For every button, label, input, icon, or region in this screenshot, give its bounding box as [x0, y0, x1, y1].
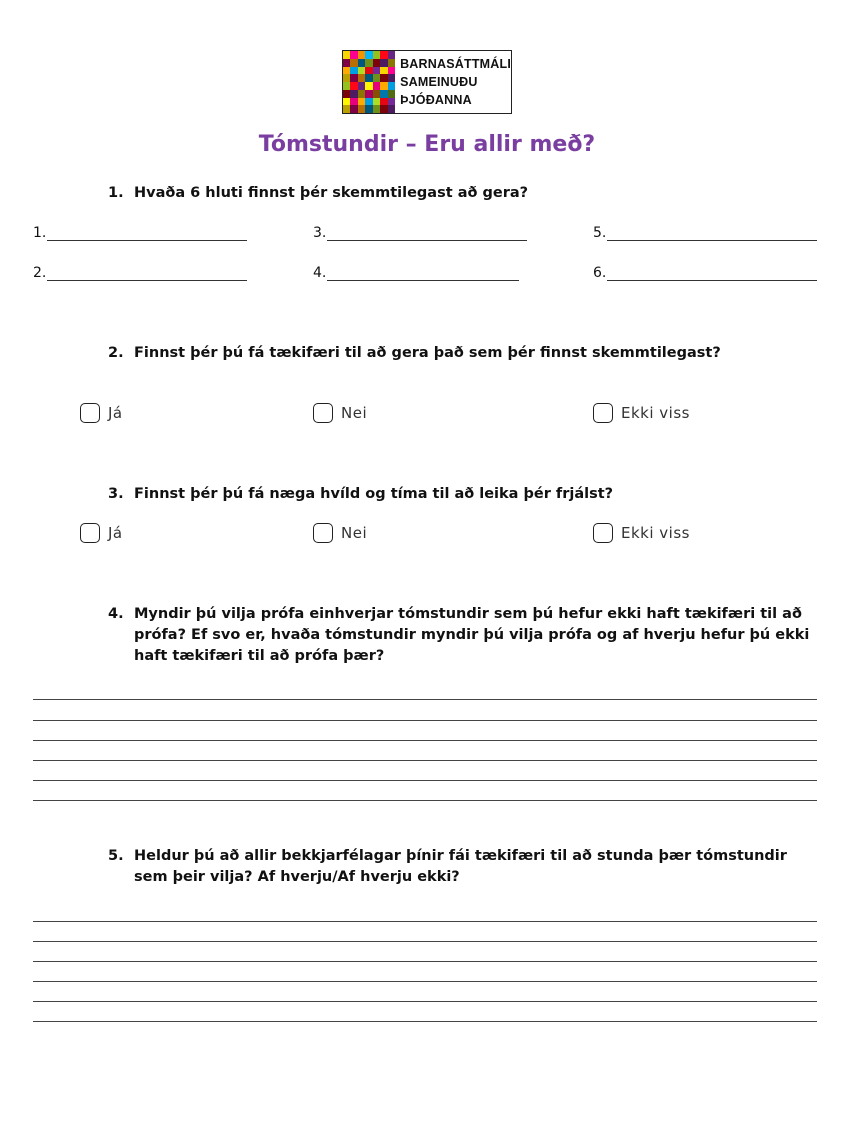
q3-option-yes[interactable] [80, 523, 123, 543]
q3-option-no[interactable] [313, 523, 367, 543]
question-5-number: 5. [108, 848, 124, 864]
answer-line[interactable] [33, 720, 817, 721]
logo-tile [350, 98, 357, 106]
logo-tile [388, 105, 395, 113]
logo-tile [343, 67, 350, 75]
logo-tile [365, 82, 372, 90]
answer-blank-4[interactable] [313, 265, 519, 281]
answer-line[interactable] [33, 760, 817, 761]
logo-tile [365, 90, 372, 98]
blank-label-5: 5. [593, 225, 607, 241]
logo [342, 50, 512, 114]
option-label: Ekki viss [621, 524, 690, 542]
logo-tile [350, 82, 357, 90]
option-label: Já [108, 524, 123, 542]
answer-blank-1[interactable] [33, 225, 247, 241]
logo-text [395, 51, 511, 113]
question-1 [108, 183, 820, 204]
logo-tile [388, 82, 395, 90]
logo-tile [373, 67, 380, 75]
logo-tile [343, 105, 350, 113]
question-5 [108, 846, 820, 888]
logo-tile [358, 90, 365, 98]
logo-tile [358, 105, 365, 113]
logo-tile [380, 90, 387, 98]
blank-label-2: 2. [33, 265, 47, 281]
question-3-number: 3. [108, 486, 124, 502]
logo-tile [350, 90, 357, 98]
logo-tile [365, 105, 372, 113]
question-3-text: Finnst þér þú fá næga hvíld og tíma til að leika þér frjálst? [134, 486, 614, 502]
checkbox[interactable] [593, 403, 613, 423]
logo-tile [343, 82, 350, 90]
logo-tile [380, 51, 387, 59]
answer-line[interactable] [33, 780, 817, 781]
page-title: Tómstundir – Eru allir með? [258, 132, 596, 157]
logo-tile [380, 82, 387, 90]
logo-line-3: ÞJÓÐANNA [400, 93, 472, 107]
answer-line[interactable] [33, 941, 817, 942]
logo-tile [343, 51, 350, 59]
logo-tile [373, 82, 380, 90]
logo-tile [365, 59, 372, 67]
logo-tile [358, 74, 365, 82]
logo-tile [350, 105, 357, 113]
question-5-text: Heldur þú að allir bekkjarfélagar þínir fái tækifæri til að stunda þær tómstundir sem þeir vilja? Af hverju/Af hverju ekki? [134, 848, 787, 885]
answer-line[interactable] [33, 1001, 817, 1002]
logo-tile [373, 90, 380, 98]
answer-blank-5[interactable] [593, 225, 817, 241]
logo-tile [388, 59, 395, 67]
checkbox[interactable] [313, 403, 333, 423]
logo-tile [380, 105, 387, 113]
question-3 [108, 484, 820, 505]
question-4-text: Myndir þú vilja prófa einhverjar tómstundir sem þú hefur ekki haft tækifæri til að prófa? Ef svo er, hvaða tómstundir myndir þú vilja prófa og af hverju hefur þú ekki haft tækifæri til að prófa þær? [134, 606, 810, 664]
logo-tile [350, 51, 357, 59]
logo-tile [388, 67, 395, 75]
logo-line-2: SAMEINUÐU [400, 75, 478, 89]
logo-tile [373, 105, 380, 113]
question-2 [108, 343, 820, 364]
question-1-text: Hvaða 6 hluti finnst þér skemmtilegast að gera? [134, 185, 529, 201]
answer-blank-6[interactable] [593, 265, 817, 281]
logo-tile [343, 74, 350, 82]
answer-line[interactable] [33, 981, 817, 982]
answer-line[interactable] [33, 800, 817, 801]
answer-line[interactable] [33, 961, 817, 962]
logo-line-1: BARNASÁTTMÁLI [400, 57, 511, 71]
option-label: Nei [341, 404, 368, 422]
answer-line[interactable] [33, 699, 817, 700]
checkbox[interactable] [593, 523, 613, 543]
logo-tile [373, 98, 380, 106]
q2-option-unsure[interactable] [593, 403, 690, 423]
logo-tile [358, 67, 365, 75]
logo-tile [380, 98, 387, 106]
question-4-number: 4. [108, 606, 124, 622]
logo-tile [388, 51, 395, 59]
blank-label-4: 4. [313, 265, 327, 281]
answer-blank-3[interactable] [313, 225, 527, 241]
logo-tile [358, 51, 365, 59]
question-4 [108, 604, 820, 667]
checkbox[interactable] [80, 523, 100, 543]
question-2-text: Finnst þér þú fá tækifæri til að gera það sem þér finnst skemmtilegast? [134, 345, 721, 361]
blank-label-3: 3. [313, 225, 327, 241]
logo-tile [343, 59, 350, 67]
q2-option-no[interactable] [313, 403, 367, 423]
answer-line[interactable] [33, 921, 817, 922]
q3-option-unsure[interactable] [593, 523, 690, 543]
logo-tile [373, 51, 380, 59]
logo-tile [380, 74, 387, 82]
question-1-number: 1. [108, 185, 124, 201]
answer-line[interactable] [33, 1021, 817, 1022]
logo-tile [373, 59, 380, 67]
blank-label-1: 1. [33, 225, 47, 241]
logo-tile [343, 90, 350, 98]
blank-label-6: 6. [593, 265, 607, 281]
logo-tile [365, 67, 372, 75]
logo-mosaic [343, 51, 395, 113]
logo-tile [388, 74, 395, 82]
option-label: Já [108, 404, 123, 422]
logo-tile [380, 67, 387, 75]
logo-tile [358, 82, 365, 90]
logo-tile [388, 90, 395, 98]
logo-tile [365, 98, 372, 106]
logo-tile [358, 59, 365, 67]
answer-line[interactable] [33, 740, 817, 741]
logo-tile [373, 74, 380, 82]
question-2-number: 2. [108, 345, 124, 361]
q2-option-yes[interactable] [80, 403, 123, 423]
logo-tile [343, 98, 350, 106]
answer-blank-2[interactable] [33, 265, 247, 281]
logo-tile [365, 74, 372, 82]
option-label: Ekki viss [621, 404, 690, 422]
checkbox[interactable] [313, 523, 333, 543]
logo-tile [380, 59, 387, 67]
option-label: Nei [341, 524, 368, 542]
logo-tile [358, 98, 365, 106]
logo-tile [350, 74, 357, 82]
checkbox[interactable] [80, 403, 100, 423]
logo-tile [350, 67, 357, 75]
logo-tile [365, 51, 372, 59]
logo-tile [388, 98, 395, 106]
logo-tile [350, 59, 357, 67]
